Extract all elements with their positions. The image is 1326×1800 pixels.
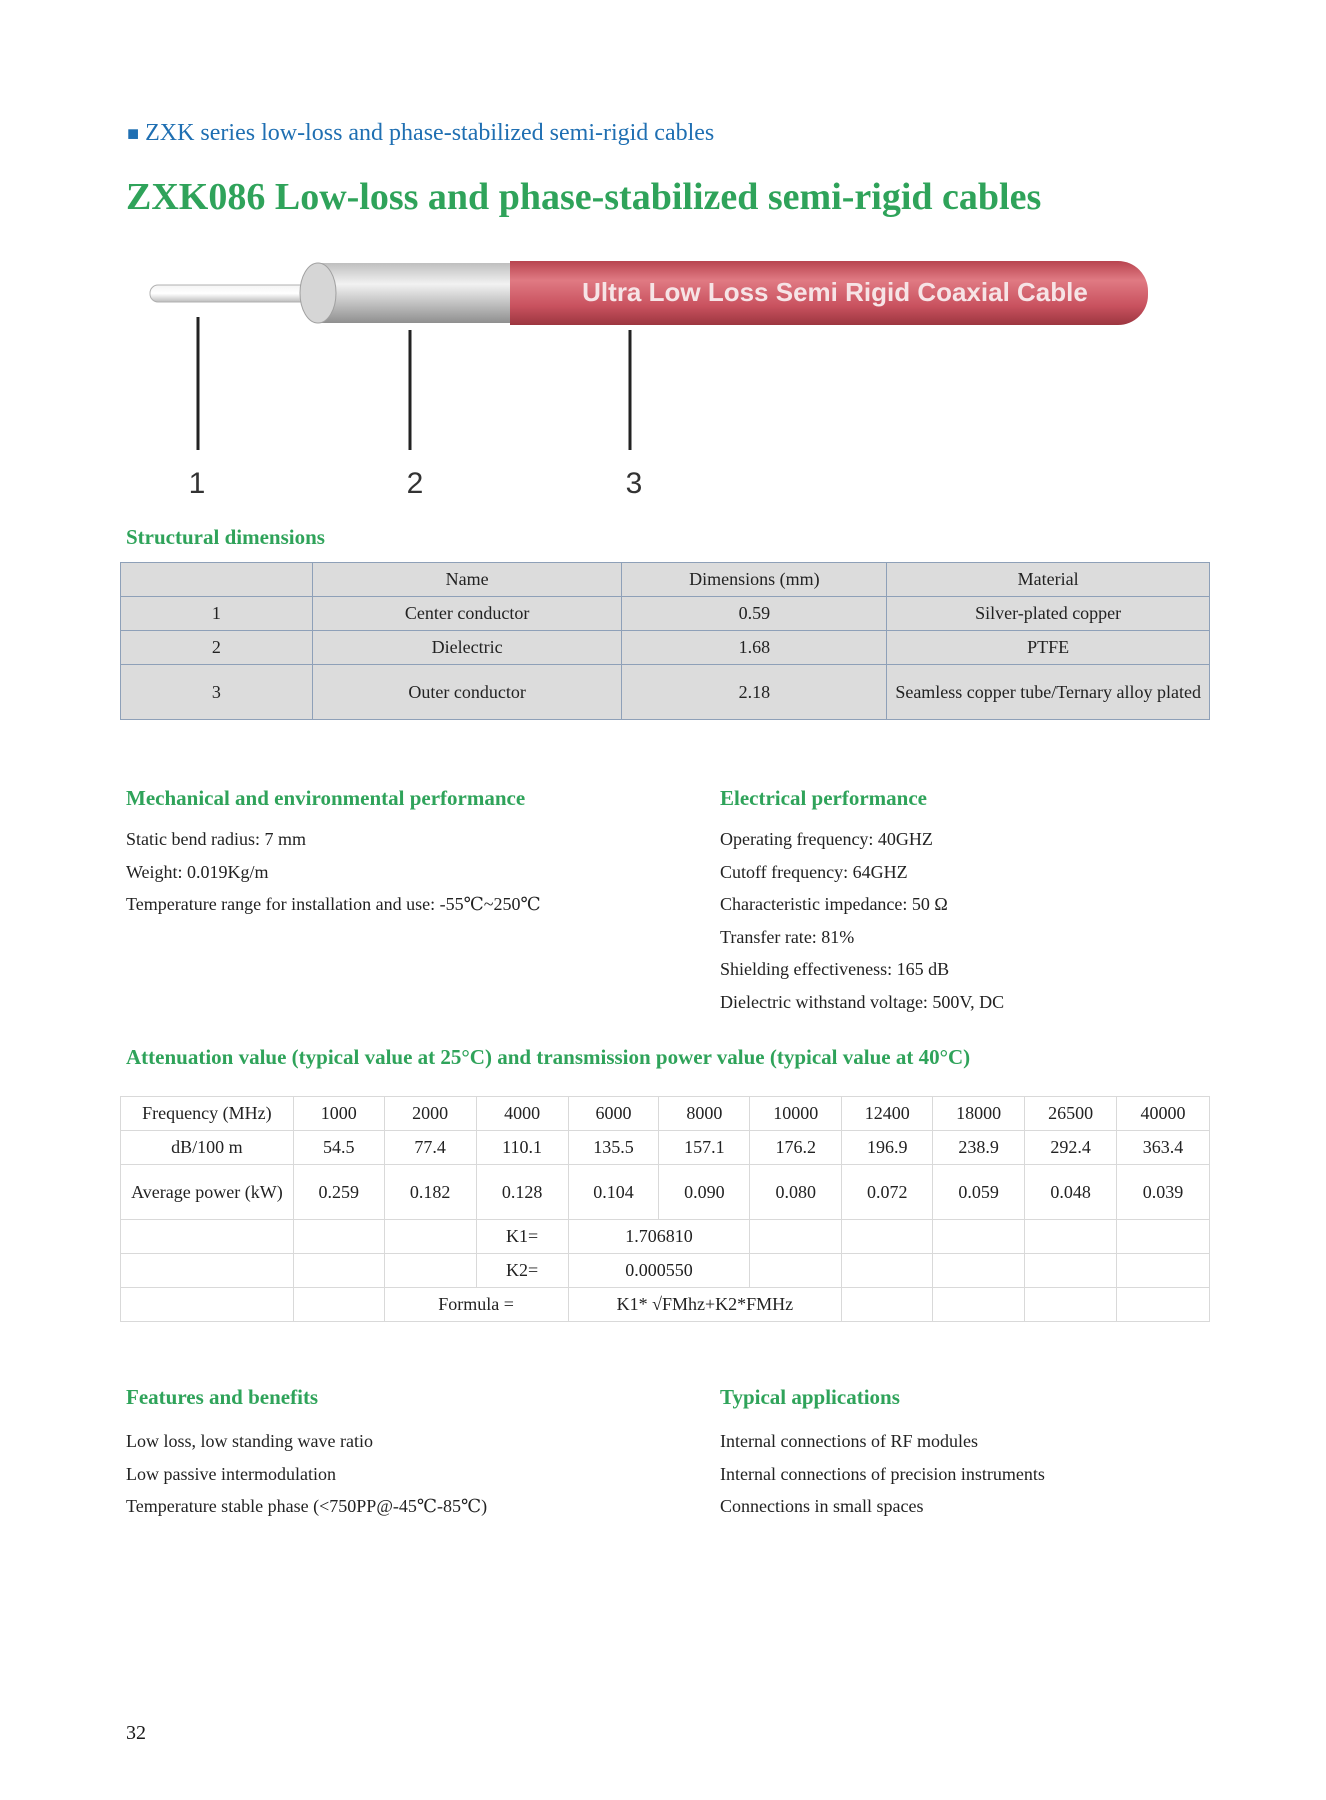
table-cell: 0.090 (659, 1165, 750, 1220)
dielectric-shape (315, 263, 515, 323)
center-conductor-shape (150, 285, 315, 302)
table-row (121, 597, 1210, 631)
table-cell: 1.68 (622, 631, 887, 665)
formula-value: K1* √FMhz+K2*FMHz (568, 1288, 842, 1322)
attenuation-row (121, 1131, 1210, 1165)
table-cell: 6000 (568, 1097, 659, 1131)
frequency-row (121, 1097, 1210, 1131)
row-label: Frequency (MHz) (121, 1097, 294, 1131)
electrical-line: Characteristic impedance: 50 Ω (720, 894, 948, 914)
formula-label: Formula = (384, 1288, 568, 1322)
electrical-line: Shielding effectiveness: 165 dB (720, 959, 950, 979)
table-cell: 2.18 (622, 665, 887, 720)
k2-row (121, 1254, 1210, 1288)
electrical-line: Operating frequency: 40GHZ (720, 829, 933, 849)
power-row (121, 1165, 1210, 1220)
structural-table (120, 562, 1210, 720)
table-cell: 1 (121, 597, 313, 631)
bullet-square-icon: ■ (127, 123, 140, 145)
table-cell: 54.5 (293, 1131, 384, 1165)
table-cell: 26500 (1025, 1097, 1117, 1131)
k1-value: 1.706810 (568, 1220, 750, 1254)
callout-number-2: 2 (406, 467, 424, 500)
cable-label: Ultra Low Loss Semi Rigid Coaxial Cable (582, 277, 1088, 307)
k2-label: K2= (476, 1254, 568, 1288)
table-cell: 0.072 (842, 1165, 933, 1220)
feature-item: Low loss, low standing wave ratio (126, 1431, 373, 1451)
table-cell: 0.182 (384, 1165, 476, 1220)
attenuation-heading: Attenuation value (typical value at 25°C) and transmission power value (typical value at 40°C) (126, 1045, 971, 1069)
table-cell: Center conductor (312, 597, 622, 631)
formula-row (121, 1288, 1210, 1322)
table-cell: 12400 (842, 1097, 933, 1131)
table-cell: 2000 (384, 1097, 476, 1131)
table-cell: 0.59 (622, 597, 887, 631)
table-cell: 363.4 (1117, 1131, 1210, 1165)
table-cell: 1000 (293, 1097, 384, 1131)
table-cell: 8000 (659, 1097, 750, 1131)
k1-row (121, 1220, 1210, 1254)
electrical-line: Cutoff frequency: 64GHZ (720, 862, 908, 882)
table-cell: 238.9 (933, 1131, 1025, 1165)
table-cell: Seamless copper tube/Ternary alloy plated (887, 665, 1210, 720)
features-heading: Features and benefits (126, 1385, 319, 1409)
feature-item: Temperature stable phase (<750PP@-45℃-85℃) (126, 1496, 488, 1516)
table-cell: 0.059 (933, 1165, 1025, 1220)
table-cell: 0.039 (1117, 1165, 1210, 1220)
table-header-cell: Dimensions (mm) (622, 563, 887, 597)
table-cell: 0.259 (293, 1165, 384, 1220)
mechanical-heading: Mechanical and environmental performance (126, 786, 526, 810)
callout-number-1: 1 (188, 467, 206, 500)
mechanical-line: Weight: 0.019Kg/m (126, 862, 269, 882)
table-cell: 135.5 (568, 1131, 659, 1165)
electrical-line: Dielectric withstand voltage: 500V, DC (720, 992, 1005, 1012)
application-item: Connections in small spaces (720, 1496, 924, 1516)
table-row (121, 665, 1210, 720)
table-cell: 110.1 (476, 1131, 568, 1165)
k2-value: 0.000550 (568, 1254, 750, 1288)
table-cell: 0.048 (1025, 1165, 1117, 1220)
applications-heading: Typical applications (720, 1385, 900, 1409)
table-cell: 40000 (1117, 1097, 1210, 1131)
table-cell: 2 (121, 631, 313, 665)
electrical-heading: Electrical performance (720, 786, 927, 810)
mechanical-line: Static bend radius: 7 mm (126, 829, 306, 849)
table-cell: 3 (121, 665, 313, 720)
table-header-cell: Material (887, 563, 1210, 597)
table-header-row (121, 563, 1210, 597)
table-cell: 176.2 (750, 1131, 842, 1165)
mechanical-line: Temperature range for installation and use: -55℃~250℃ (126, 894, 541, 914)
row-label: dB/100 m (121, 1131, 294, 1165)
application-item: Internal connections of precision instruments (720, 1464, 1045, 1484)
table-cell: 0.104 (568, 1165, 659, 1220)
k1-label: K1= (476, 1220, 568, 1254)
table-cell: 18000 (933, 1097, 1025, 1131)
table-cell: PTFE (887, 631, 1210, 665)
table-header-cell (121, 563, 313, 597)
table-cell: Dielectric (312, 631, 622, 665)
series-text: ZXK series low-loss and phase-stabilized semi-rigid cables (145, 120, 715, 146)
table-cell: Outer conductor (312, 665, 622, 720)
table-cell: 196.9 (842, 1131, 933, 1165)
table-cell: 157.1 (659, 1131, 750, 1165)
electrical-line: Transfer rate: 81% (720, 927, 855, 947)
application-item: Internal connections of RF modules (720, 1431, 978, 1451)
table-cell: 10000 (750, 1097, 842, 1131)
attenuation-table (120, 1096, 1210, 1322)
dielectric-end (300, 263, 336, 323)
table-header-cell: Name (312, 563, 622, 597)
page-number: 32 (126, 1722, 146, 1744)
table-cell: 292.4 (1025, 1131, 1117, 1165)
table-cell: 0.128 (476, 1165, 568, 1220)
table-row (121, 631, 1210, 665)
table-cell: Silver-plated copper (887, 597, 1210, 631)
table-cell: 0.080 (750, 1165, 842, 1220)
page-title: ZXK086 Low-loss and phase-stabilized semi-rigid cables (126, 176, 1042, 218)
table-cell: 4000 (476, 1097, 568, 1131)
table-cell: 77.4 (384, 1131, 476, 1165)
series-subtitle (127, 120, 714, 147)
row-label: Average power (kW) (121, 1165, 294, 1220)
structural-heading: Structural dimensions (126, 525, 325, 549)
callout-number-3: 3 (625, 467, 643, 500)
cable-illustration (140, 255, 1170, 505)
feature-item: Low passive intermodulation (126, 1464, 336, 1484)
